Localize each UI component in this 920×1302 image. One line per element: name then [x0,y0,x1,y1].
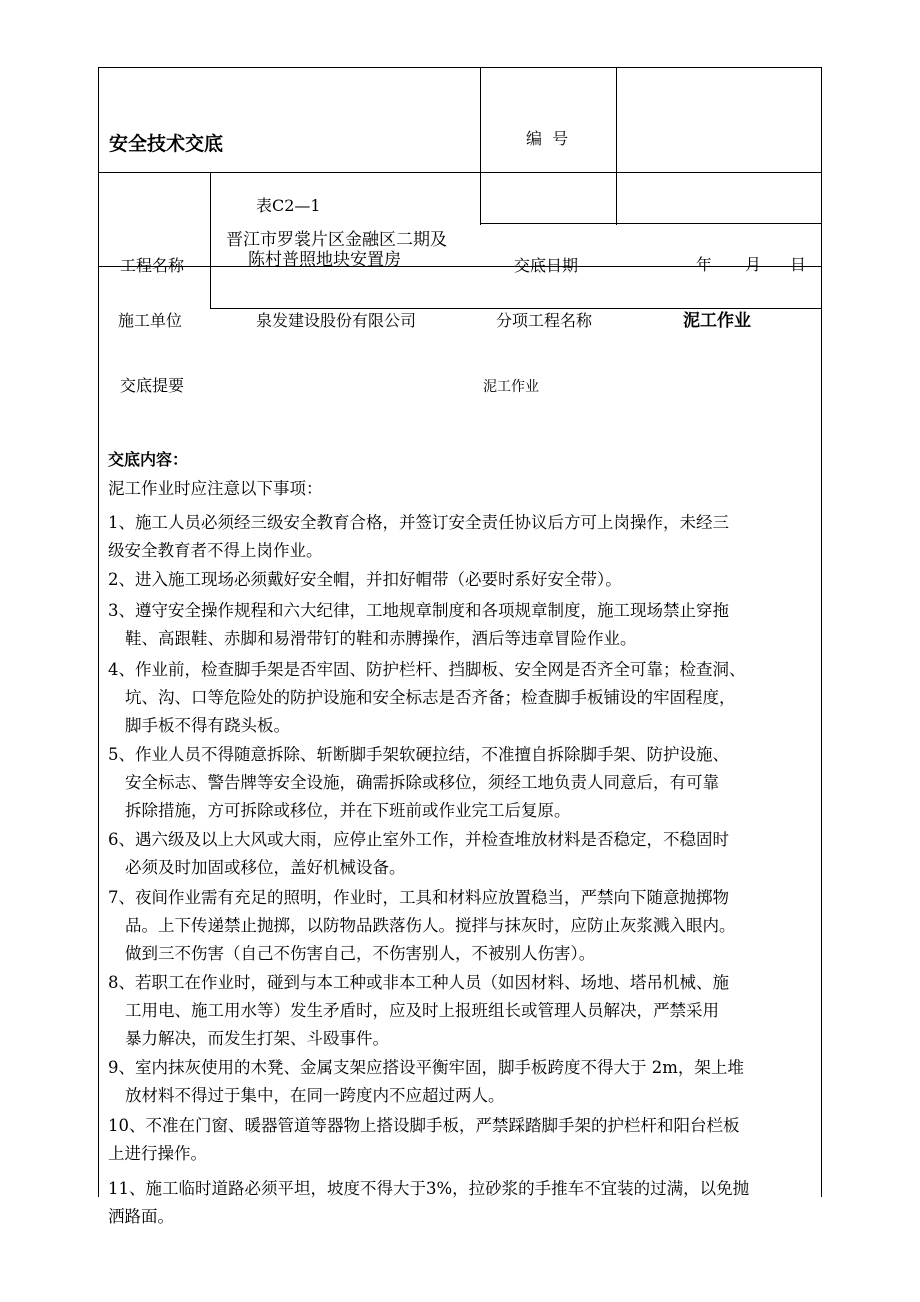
item-line: 1、施工人员必须经三级安全教育合格，并签订安全责任协议后方可上岗操作，未经三 [108,513,729,532]
date-month: 月 [745,255,762,274]
content-item-10 [108,1112,820,1168]
item-line: 8、若职工在作业时，碰到与本工种或非本工种人员（如因材料、场地、塔吊机械、施 [108,973,729,992]
content-item-7 [108,884,820,968]
content-item-2 [108,566,820,594]
item-line: 级安全教育者不得上岗作业。 [108,541,323,560]
item-line: 拆除措施，方可拆除或移位，并在下班前或作业完工后复原。 [125,801,571,820]
content-item-9 [108,1054,820,1110]
content-item-3 [108,597,820,653]
project-name-label: 工程名称 [120,256,185,275]
row-divider-3 [98,266,822,267]
project-name-line2: 陈村普照地块安置房 [248,250,401,270]
item-line: 做到三不伤害（自己不伤害自己，不伤害别人，不被别人伤害）。 [125,944,596,963]
content-intro: 泥工作业时应注意以下事项： [108,479,323,498]
item-line: 11、施工临时道路必须平坦，坡度不得大于3%，拉砂浆的手推车不宜装的过满，以免抛 [108,1179,750,1198]
table-top-border [98,67,822,68]
doc-title: 安全技术交底 [109,133,224,155]
item-line: 鞋、高跟鞋、赤脚和易滑带钉的鞋和赤膊操作，酒后等违章冒险作业。 [125,629,637,648]
date-year: 年 [696,255,713,274]
summary-value: 泥工作业 [483,379,539,395]
col-divider-c [616,67,617,225]
item-line: 7、夜间作业需有充足的照明，作业时，工具和材料应放置稳当，严禁向下随意抛掷物 [108,888,729,907]
item-line: 放材料不得过于集中，在同一跨度内不应超过两人。 [125,1086,505,1105]
row-divider-1 [98,172,822,173]
content-item-5 [108,741,820,825]
contractor-value: 泉发建设股份有限公司 [256,311,417,330]
subproject-value: 泥工作业 [683,311,751,331]
content-item-4 [108,656,820,740]
content-item-11 [108,1175,820,1231]
row-divider-2 [480,223,822,224]
project-name-line1: 晋江市罗裳片区金融区二期及 [226,230,447,250]
item-line: 必须及时加固或移位，盖好机械设备。 [125,858,406,877]
date-day: 日 [790,255,807,274]
content-item-1 [108,509,820,565]
table-right-border [821,67,822,1197]
item-line: 坑、沟、口等危险处的防护设施和安全标志是否齐备；检查脚手板铺设的牢固程度， [125,688,736,707]
item-line: 4、作业前，检查脚手架是否牢固、防护栏杆、挡脚板、安全网是否齐全可靠；检查洞、 [108,660,746,679]
item-line: 工用电、施工用水等）发生矛盾时，应及时上报班组长或管理人员解决，严禁采用 [125,1001,719,1020]
table-left-border [98,67,99,1197]
item-line: 10、不准在门窗、暖器管道等器物上搭设脚手板，严禁踩踏脚手架的护栏杆和阳台栏板 [108,1116,740,1135]
item-line: 6、遇六级及以上大风或大雨，应停止室外工作，并检查堆放材料是否稳定，不稳固时 [108,830,729,849]
col-divider-a [210,172,211,308]
item-line: 上进行操作。 [108,1144,207,1163]
item-line: 安全标志、警告牌等安全设施，确需拆除或移位，须经工地负责人同意后，有可靠 [125,773,719,792]
item-line: 品。上下传递禁止抛掷，以防物品跌落伤人。搅拌与抹灰时，应防止灰浆溅入眼内。 [125,916,736,935]
date-label: 交底日期 [514,256,579,275]
form-code: 表C2—1 [256,196,321,215]
row-divider-4 [210,308,822,309]
item-line: 暴力解决，而发生打架、斗殴事件。 [125,1029,389,1048]
subproject-label: 分项工程名称 [496,311,593,330]
item-line: 3、遵守安全操作规程和六大纪律，工地规章制度和各项规章制度，施工现场禁止穿拖 [108,601,729,620]
col-divider-b [480,67,481,225]
content-item-8 [108,969,820,1053]
summary-label: 交底提要 [120,376,185,395]
item-line: 脚手板不得有跷头板。 [125,716,290,735]
number-label: 编 号 [526,129,569,148]
item-line: 5、作业人员不得随意拆除、斩断脚手架软硬拉结，不准擅自拆除脚手架、防护设施、 [108,745,729,764]
content-item-6 [108,826,820,882]
content-heading: 交底内容： [108,450,189,469]
item-line: 9、室内抹灰使用的木凳、金属支架应搭设平衡牢固，脚手板跨度不得大于 2m，架上堆 [108,1058,744,1077]
contractor-label: 施工单位 [118,311,183,330]
item-line: 洒路面。 [108,1207,174,1226]
item-line: 2、进入施工现场必须戴好安全帽，并扣好帽带（必要时系好安全带）。 [108,570,622,589]
